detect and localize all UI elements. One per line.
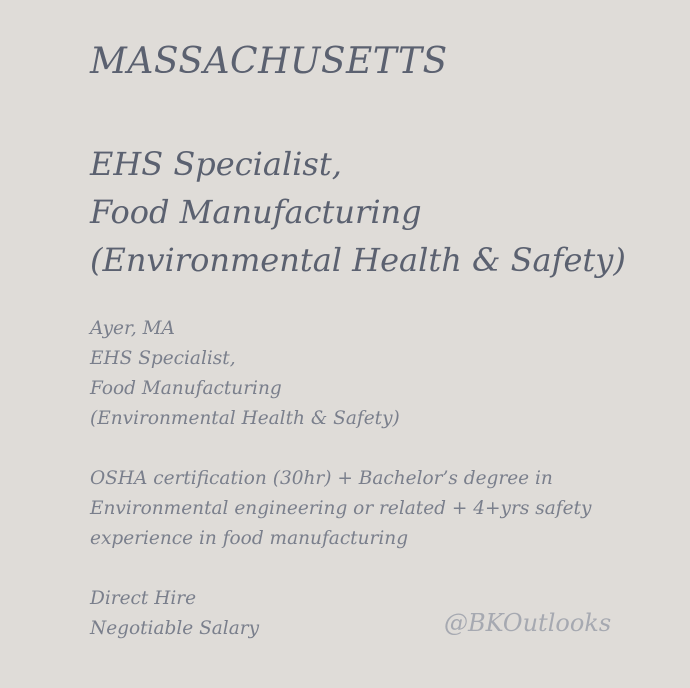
job-details: [90, 314, 591, 644]
requirements-line: experience in food manufacturing: [90, 528, 409, 549]
job-title: [90, 140, 626, 284]
hire-type-text: Direct Hire: [90, 588, 197, 609]
role-line: Food Manufacturing: [90, 378, 282, 399]
job-title-line: EHS Specialist,: [90, 145, 342, 183]
state-heading: MASSACHUSETTS: [90, 41, 448, 82]
salary-text: Negotiable Salary: [90, 618, 260, 639]
social-handle: @BKOutlooks: [444, 609, 612, 637]
job-title-line: (Environmental Health & Safety): [90, 241, 626, 279]
location-text: Ayer, MA: [90, 318, 175, 339]
requirements-line: Environmental engineering or related + 4+yrs safety: [90, 498, 592, 519]
role-line: EHS Specialist,: [90, 348, 236, 369]
job-title-line: Food Manufacturing: [90, 193, 422, 231]
requirements-line: OSHA certification (30hr) + Bachelor’s degree in: [90, 468, 553, 489]
spacer: [90, 554, 591, 584]
spacer: [90, 434, 591, 464]
role-line: (Environmental Health & Safety): [90, 408, 400, 429]
